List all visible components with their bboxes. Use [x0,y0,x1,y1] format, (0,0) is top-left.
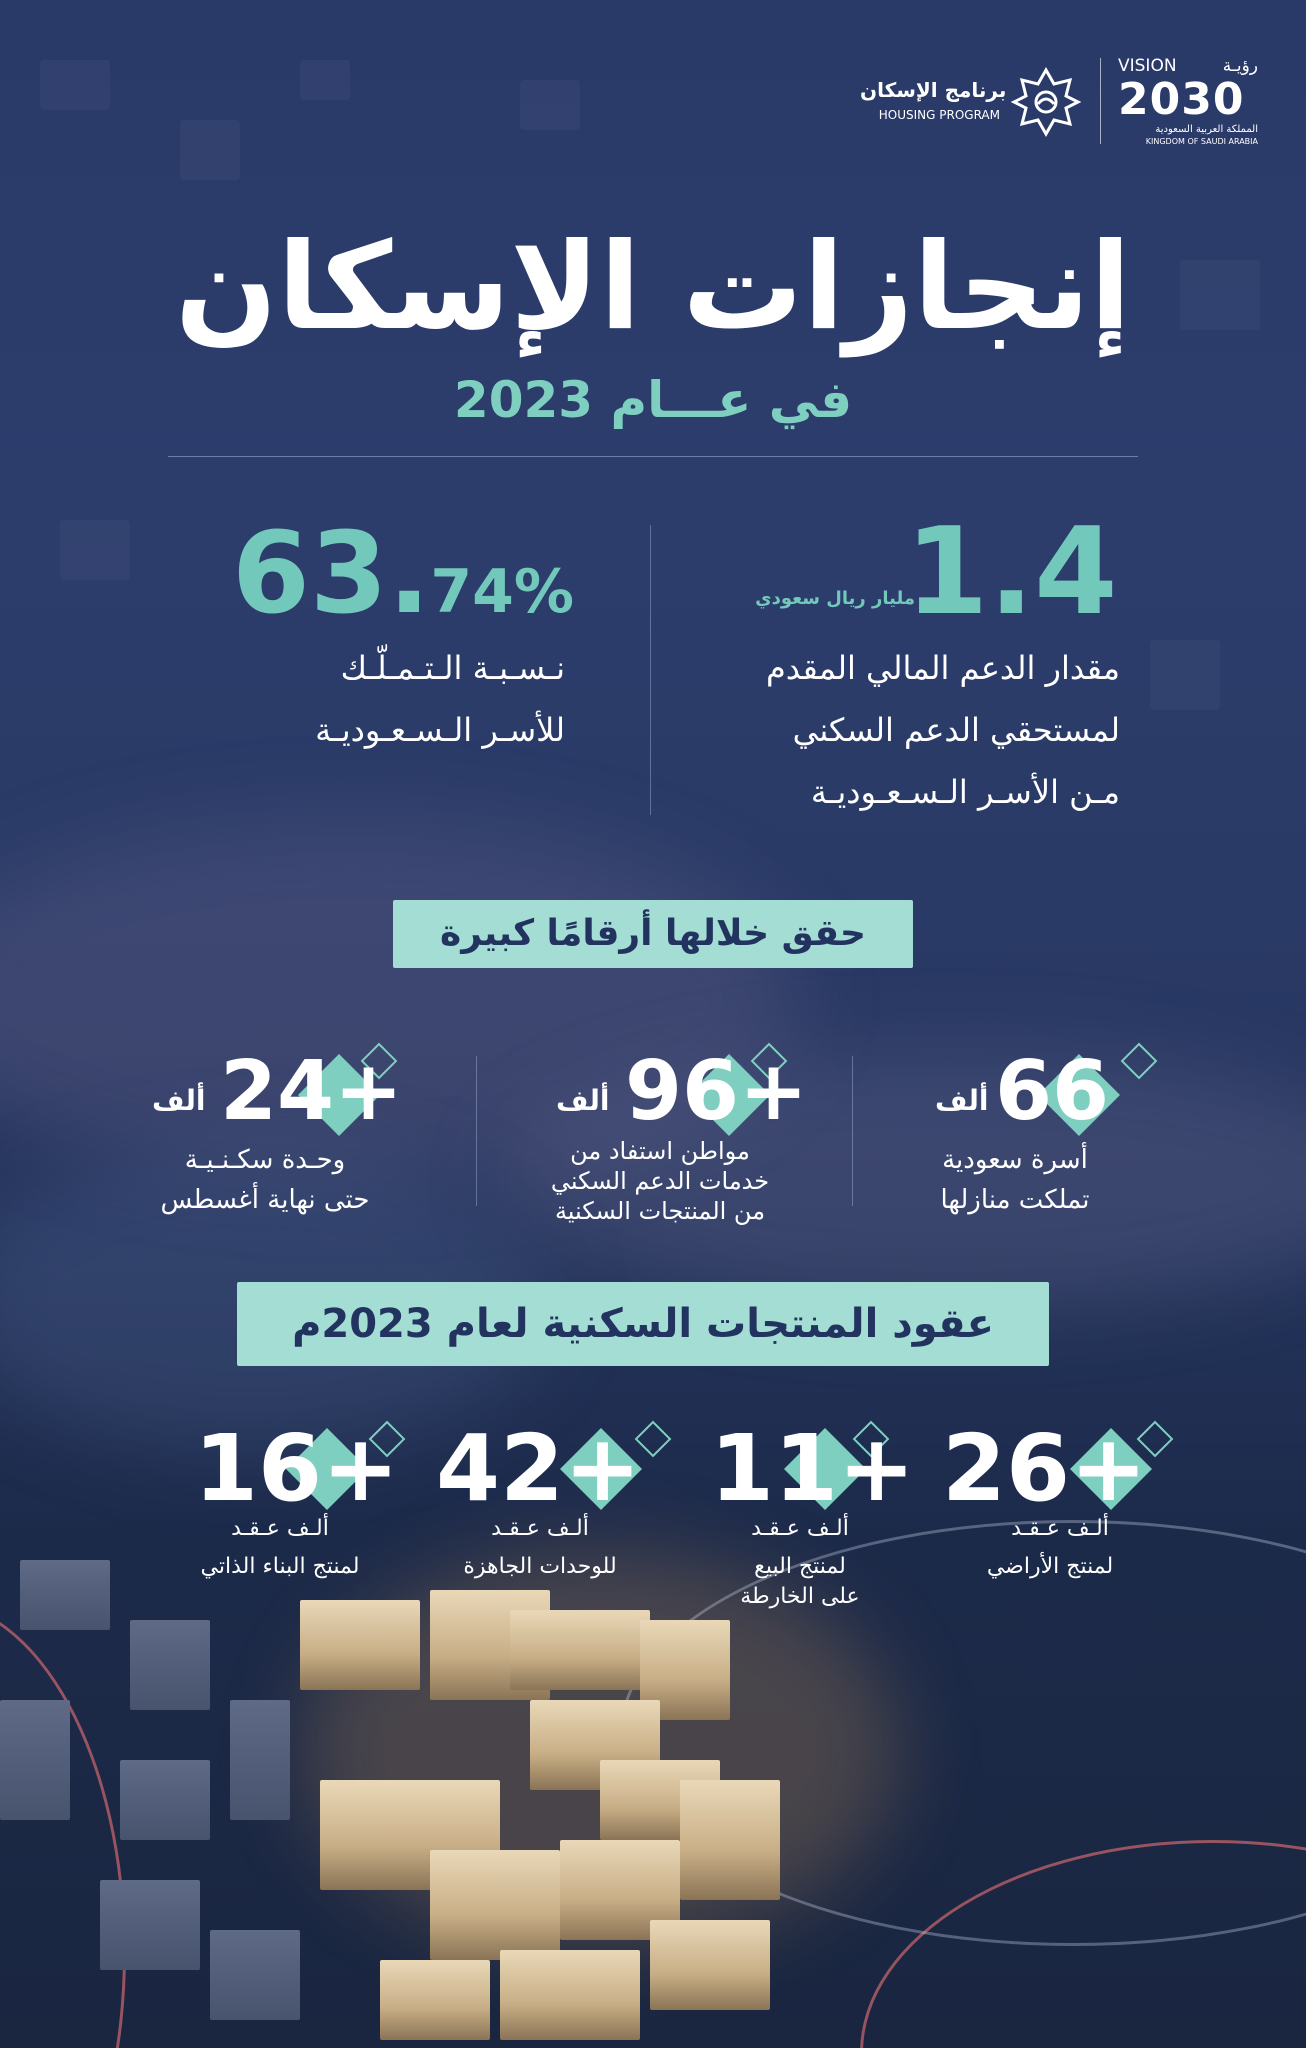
bg-tile [300,60,350,100]
vision-word-ar: رؤيـة [1222,56,1258,76]
building-dim [130,1620,210,1710]
stat-number: 26+ [942,1415,1148,1522]
stat-desc-line: لمنتج الأراضي [986,1554,1114,1579]
building-dim [230,1700,290,1820]
vision-word-en: VISION [1118,56,1177,76]
page-title: إنجازات الإسكان [174,218,1132,357]
building [380,1960,490,2040]
stat-desc-line: لمنتج البناء الذاتي [200,1554,360,1579]
building-dim [0,1700,70,1820]
ownership-value-int: 63. [232,509,431,639]
program-name-en: HOUSING PROGRAM [878,108,1000,122]
kpi-divider [650,525,651,815]
stat-desc-line: وحـدة سكـنـيـة [184,1145,346,1175]
stat-offplan-contracts [700,1400,930,1640]
stat-units [140,1030,470,1230]
stat-desc-line: أسرة سعودية [942,1145,1088,1175]
stat-desc-line: مواطن استفاد من [570,1137,750,1165]
stat-number: 24+ [220,1044,403,1139]
building-dim [20,1560,110,1630]
stat-number: 16+ [194,1415,400,1522]
title-divider [168,456,1138,457]
housing-program-emblem-icon [1010,66,1082,138]
road-loop [0,1600,126,2048]
stat-citizens [520,1030,850,1240]
support-line-3: مـن الأسـر الـسـعـوديـة [810,773,1120,811]
support-unit: مليار ريال سعودي [755,588,915,609]
building-dim [210,1930,300,2020]
stat-number: 96+ [625,1044,808,1139]
stat-diamond-outline-icon [1121,1043,1158,1080]
building [680,1780,780,1900]
bg-tile [60,520,130,580]
vision-2030-logo [1118,56,1258,148]
stat-desc-line: خدمات الدعم السكني [550,1167,770,1195]
kingdom-en: KINGDOM OF SAUDI ARABIA [1145,137,1258,146]
stat-ready-units-contracts [430,1400,700,1630]
building [500,1950,640,2040]
stat-desc-line: على الخارطة [740,1584,860,1609]
stat-desc-line: لمنتج البيع [754,1554,846,1579]
kingdom-ar: المملكة العربية السعودية [1155,124,1258,135]
building [650,1920,770,2010]
stat-unit: ألف [935,1084,989,1117]
stat-divider [476,1056,477,1206]
bg-tile [520,80,580,130]
contracts-band: عقود المنتجات السكنية لعام 2023م [237,1282,1049,1366]
bg-tile [1150,640,1220,710]
support-line-2: لمستحقي الدعم السكني [792,711,1120,749]
stat-number: 42+ [436,1415,642,1522]
stat-land-contracts [930,1400,1190,1630]
ownership-value [232,509,575,639]
ownership-line-1: نـسـبـة الـتـمـلّـك [340,649,565,687]
stat-self-build-contracts [190,1400,430,1630]
stat-unit: ألف [556,1084,610,1117]
stat-families [880,1030,1170,1230]
stat-unit: ألف [152,1084,206,1117]
stat-desc-line: حتى نهاية أغسطس [160,1185,370,1215]
stat-desc-line: للوحدات الجاهزة [463,1554,617,1579]
ownership-value-dec: 74% [430,557,575,627]
support-line-1: مقدار الدعم المالي المقدم [765,649,1120,687]
program-name-ar: برنامج الإسكان [860,78,1007,102]
achievements-band: حقق خلالها أرقامًا كبيرة [393,900,913,968]
stat-unit: ألـف عـقـد [1011,1516,1109,1541]
page-subtitle: في عـــام 2023 [453,371,853,429]
bg-tile [180,120,240,180]
building-dim [120,1760,210,1840]
stat-desc-line: تملكت منازلها [940,1185,1090,1215]
support-value: 1.4 [905,503,1118,642]
bg-tile [40,60,110,110]
header-divider [1100,58,1101,144]
stat-number: 11+ [710,1415,916,1522]
stat-divider [852,1056,853,1206]
building [430,1850,560,1960]
building-dim [100,1880,200,1970]
stat-unit: ألـف عـقـد [491,1516,589,1541]
stat-number: 66 [995,1044,1110,1139]
ownership-line-2: للأسـر الـسـعـوديـة [315,711,565,749]
stat-desc-line: من المنتجات السكنية [554,1197,766,1225]
vision-year: 2030 [1118,74,1245,125]
stat-unit: ألـف عـقـد [751,1516,849,1541]
stat-unit: ألـف عـقـد [231,1516,329,1541]
